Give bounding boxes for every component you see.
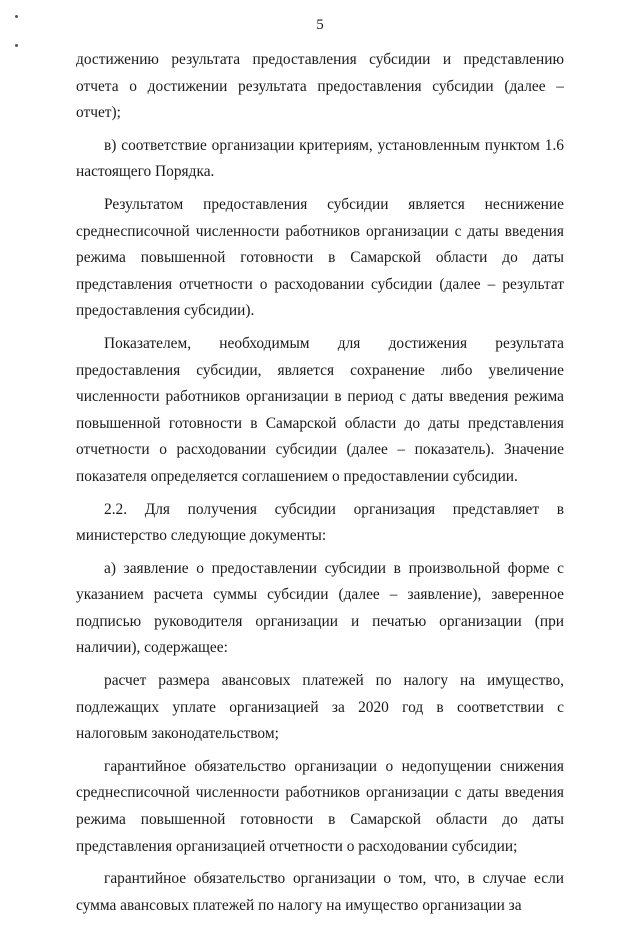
paragraph-result: Результатом предоставления субсидии является неснижение среднесписочной численности работников организации с даты введения режима повышенной готовности в Самарской области до даты представления отчетности о расходовании субсидии (далее – результат предоставления субсидии). [76,195,564,320]
page-number: 5 [316,17,324,33]
paragraph-indicator: Показателем, необходимым для достижения результата предоставления субсидии, является сохранение либо увеличение численности работников организации в период с даты введения режима повышенной готовности в Самарской области до даты представления отчетности о расходовании субсидии (далее – показатель). Значение показателя определяется соглашением о предоставлении субсидии. [76,334,564,485]
paragraph-continuation: достижению результата предоставления субсидии и представлению отчета о достижении результата предоставления субсидии (далее – отчет); [76,51,564,122]
paragraph-guarantee-headcount: гарантийное обязательство организации о недопущении снижения среднесписочной численности работников организации с даты введения режима повышенной готовности в Самарской области до даты представления организацией отчетности о расходовании субсидии; [76,757,564,855]
document-body [76,47,564,925]
paragraph-section-2-2: 2.2. Для получения субсидии организация представляет в министерство следующие документы: [76,500,564,545]
paragraph-application: а) заявление о предоставлении субсидии в произвольной форме с указанием расчета суммы субсидии (далее – заявление), заверенное подписью руководителя организации и печатью организации (при наличии), содержащее: [76,559,564,657]
scan-speck [15,44,18,47]
paragraph-calculation: расчет размера авансовых платежей по налогу на имущество, подлежащих уплате организацией за 2020 год в соответствии с налоговым законодательством; [76,672,564,743]
paragraph-criteria: в) соответствие организации критериям, установленным пунктом 1.6 настоящего Порядка. [76,136,564,181]
paragraph-guarantee-payments: гарантийное обязательство организации о том, что, в случае если сумма авансовых платежей по налогу на имущество организации за [76,870,564,914]
